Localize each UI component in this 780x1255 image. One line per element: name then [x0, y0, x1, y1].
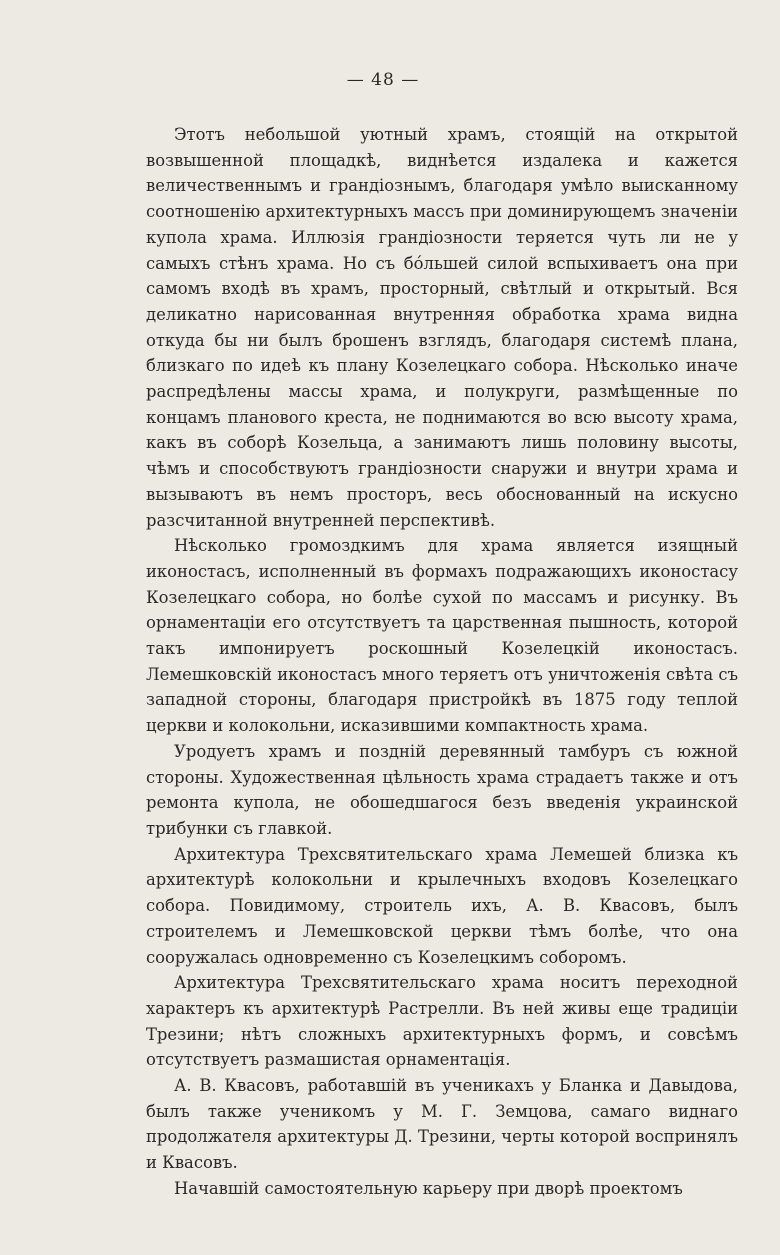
paragraph-5: Архитектура Трехсвятительскаго храма носитъ переходной характеръ къ архитектурѣ Растрелли. Въ ней живы еще традиціи Трезини; нѣтъ сложныхъ архитектурныхъ формъ, и совсѣмъ отсутствуетъ размашистая орнаментація.	[146, 973, 738, 1070]
paragraph-2: Нѣсколько громоздкимъ для храма является изящный иконостасъ, исполненный въ формахъ подражающихъ иконостасу Козелецкаго собора, но болѣе сухой по массамъ и рисунку. Въ орнаментаціи его отсутствуетъ та царственная пышность, которой такъ импонируетъ роскошный Козелецкій иконостасъ. Лемешковскій иконостасъ много теряетъ отъ уничтоженія свѣта съ западной стороны, благодаря пристройкѣ въ 1875 году теплой церкви и колокольни, исказившими компактность храма.	[146, 536, 738, 736]
paragraph-3: Уродуетъ храмъ и поздній деревянный тамбуръ съ южной стороны. Художественная цѣльность храма страдаетъ также и отъ ремонта купола, не обошедшагося безъ введенія украинской трибунки съ главкой.	[146, 741, 738, 838]
paragraph-7: Начавшій самостоятельную карьеру при дворѣ проектомъ	[174, 1178, 683, 1198]
page-number-header: — 48 —	[346, 70, 420, 90]
paragraph-6: А. В. Квасовъ, работавшій въ ученикахъ у Бланка и Давыдова, былъ также ученикомъ у М. Г. Земцова, самаго виднаго продолжателя архитектуры Д. Трезини, черты которой воспринялъ и Квасовъ.	[146, 1076, 738, 1173]
paragraph-1: Этотъ небольшой уютный храмъ, стоящій на открытой возвышенной площадкѣ, виднѣется издалека и кажется величественнымъ и грандіознымъ, благодаря умѣло выисканному соотношенію архитектурныхъ массъ при доминирующемъ значеніи купола храма. Иллюзія грандіозности теряется чуть ли не у самыхъ стѣнъ храма. Но съ бóльшей силой вспыхиваетъ она при самомъ входѣ въ храмъ, просторный, свѣтлый и открытый. Вся деликатно нарисованная внутренняя обработка храма видна откуда бы ни былъ брошенъ взглядъ, благодаря системѣ плана, близкаго по идеѣ къ плану Козелецкаго собора. Нѣсколько иначе распредѣлены массы храма, и полукруги, размѣщенные по концамъ планового креста, не поднимаются во всю высоту храма, какъ въ соборѣ Козельца, а занимаютъ лишь половину высоты, чѣмъ и способствуютъ грандіозности снаружи и внутри храма и вызываютъ въ немъ просторъ, весь обоснованный на искусно разсчитанной внутренней перспективѣ.	[146, 125, 738, 530]
page-text	[146, 122, 738, 1202]
paragraph-4: Архитектура Трехсвятительскаго храма Лемешей близка къ архитектурѣ колокольни и крылечныхъ входовъ Козелецкаго собора. Повидимому, строитель ихъ, А. В. Квасовъ, былъ строителемъ и Лемешковской церкви тѣмъ болѣе, что она сооружалась одновременно съ Козелецкимъ соборомъ.	[146, 844, 738, 967]
